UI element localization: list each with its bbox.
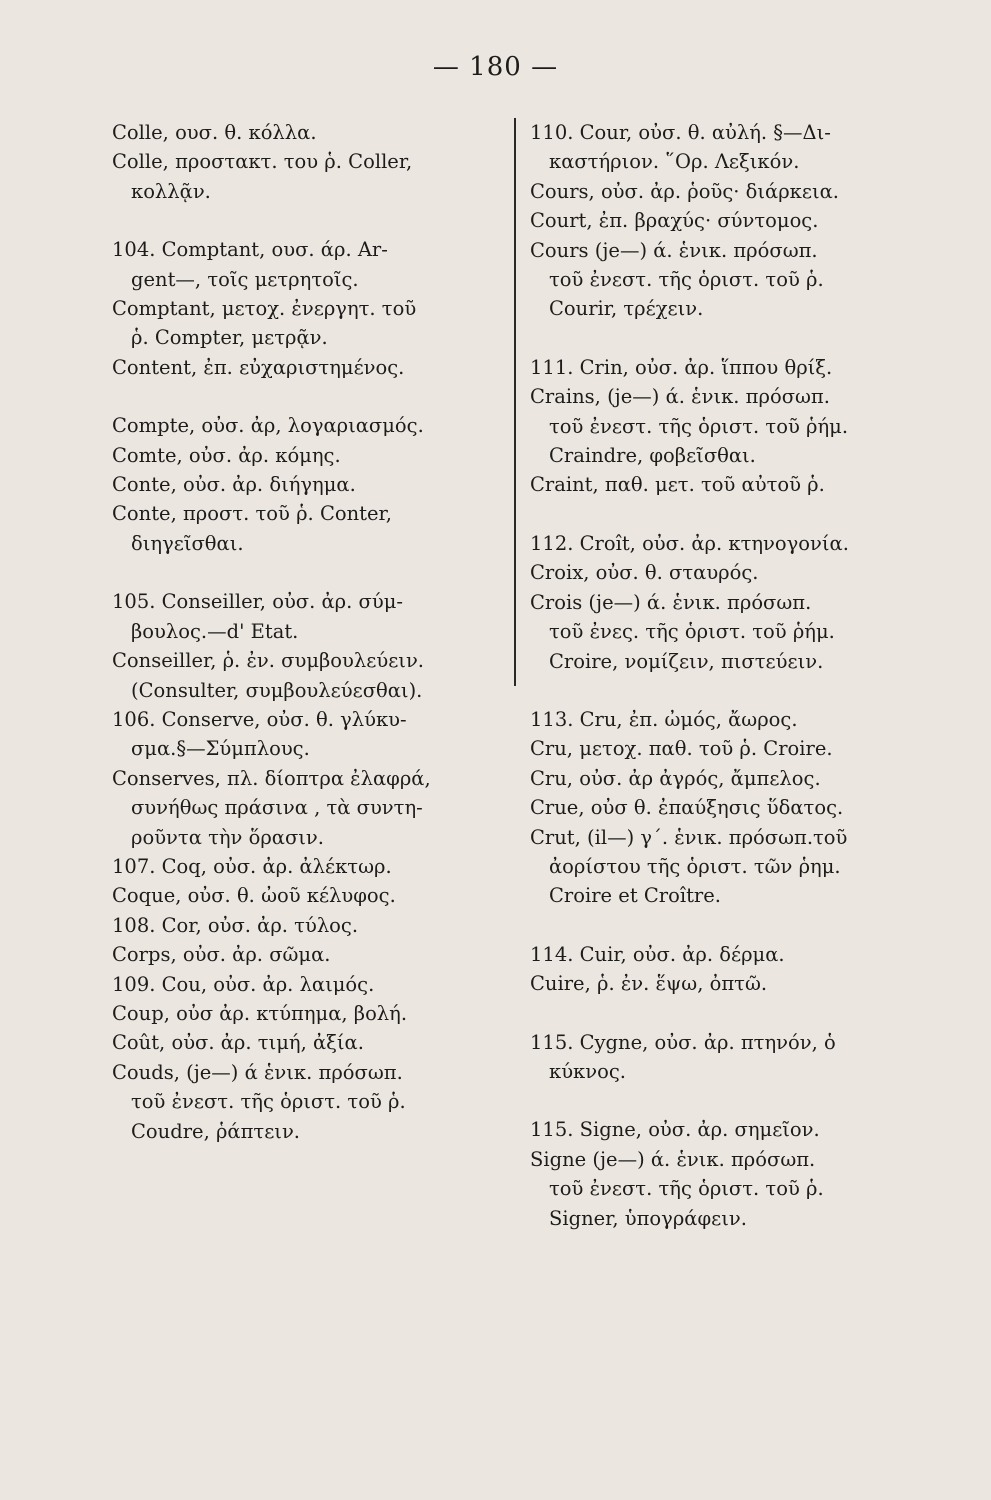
- entry-spacer: [530, 911, 945, 940]
- entry-line: Coup, οὐσ ἀρ. κτύπημα, βολή.: [112, 1001, 408, 1025]
- entry-line: Crois (je—) ά. ἑνικ. πρόσωπ.: [530, 590, 812, 614]
- entry-line: Crut, (il—) γ΄. ἑνικ. πρόσωπ.τοῦ: [530, 825, 848, 849]
- dictionary-entry: [530, 382, 945, 470]
- entry-line: 105. Conseiller, οὐσ. ἀρ. σύμ-: [112, 590, 403, 614]
- dictionary-entry: [530, 940, 945, 969]
- entry-line: Courir, τρέχειν.: [549, 297, 704, 321]
- entry-line: gent—, τοῖς μετρητοῖς.: [131, 267, 359, 291]
- dictionary-entry: [530, 206, 945, 235]
- entry-line: Colle, ουσ. θ. κόλλα.: [112, 121, 317, 144]
- dictionary-entry: [112, 411, 504, 440]
- entry-line: ἀορίστου τῆς ὁριστ. τῶν ῥημ.: [549, 854, 841, 878]
- entry-line: Conte, προστ. τοῦ ῥ. Conter,: [112, 502, 392, 526]
- dictionary-entry: [112, 1058, 504, 1146]
- entry-line: καστήριον. ῞Ορ. Λεξικόν.: [549, 150, 800, 174]
- dictionary-entry: [112, 705, 504, 764]
- entry-line: Conseiller, ῥ. ἐν. συμβουλεύειν.: [112, 649, 424, 673]
- entry-spacer: [530, 1086, 945, 1115]
- entry-line: 111. Crin, οὐσ. ἀρ. ἵππου θρίξ.: [530, 355, 833, 379]
- entry-spacer: [530, 500, 945, 529]
- entry-line: ῥ. Compter, μετρᾷν.: [131, 326, 328, 350]
- entry-line: Croire, νομίζειν, πιστεύειν.: [549, 649, 824, 673]
- dictionary-entry: [112, 353, 504, 382]
- entry-line: κύκνος.: [549, 1059, 626, 1083]
- entry-line: Conserves, πλ. δίοπτρα ἐλαφρά,: [112, 766, 431, 790]
- entry-line: Couds, (je—) ά ἑνικ. πρόσωπ.: [112, 1060, 403, 1084]
- entry-line: Croire et Croître.: [549, 884, 721, 908]
- dictionary-entry: [112, 470, 504, 499]
- entry-line: Signe (je—) ά. ἑνικ. πρόσωπ.: [530, 1147, 816, 1171]
- dictionary-entry: [530, 236, 945, 324]
- entry-line: τοῦ ἐνες. τῆς ὁριστ. τοῦ ῥήμ.: [549, 620, 835, 644]
- dictionary-entry: [112, 499, 504, 558]
- dictionary-entry: [530, 705, 945, 734]
- entry-line: τοῦ ἐνεστ. τῆς ὁριστ. τοῦ ῥ.: [549, 268, 824, 292]
- entry-line: 110. Cour, οὐσ. θ. αὐλή. §—Δι-: [530, 121, 831, 144]
- dictionary-entry: [530, 470, 945, 499]
- dictionary-entry: [112, 294, 504, 353]
- dictionary-entry: [530, 734, 945, 763]
- dictionary-entry: [112, 852, 504, 881]
- entry-line: Colle, προστακτ. του ῥ. Coller,: [112, 150, 413, 174]
- column-divider: [514, 118, 516, 686]
- dictionary-entry: [530, 118, 945, 177]
- dictionary-entry: [112, 881, 504, 910]
- dictionary-entry: [112, 147, 504, 206]
- entry-line: τοῦ ἐνεστ. τῆς ὁριστ. τοῦ ῥ.: [549, 1177, 824, 1201]
- entry-line: τοῦ ἐνεστ. τῆς ὁριστ. τοῦ ῥ.: [131, 1090, 406, 1114]
- dictionary-column-left: [112, 118, 504, 1146]
- dictionary-entry: [112, 970, 504, 999]
- entry-line: Coque, οὐσ. θ. ὠοῦ κέλυφος.: [112, 884, 396, 908]
- entry-line: Crue, οὐσ θ. ἐπαύξησις ὕδατος.: [530, 796, 844, 820]
- entry-line: 114. Cuir, οὐσ. ἀρ. δέρμα.: [530, 942, 785, 966]
- entry-line: 113. Cru, ἐπ. ὠμός, ἄωρος.: [530, 707, 798, 731]
- entry-line: Cuire, ῥ. ἐν. ἕψω, ὀπτῶ.: [530, 972, 768, 996]
- dictionary-entry: [112, 911, 504, 940]
- dictionary-entry: [112, 764, 504, 852]
- dictionary-entry: [112, 587, 504, 646]
- dictionary-entry: [112, 118, 504, 147]
- entry-spacer: [112, 382, 504, 411]
- dictionary-entry: [530, 529, 945, 558]
- dictionary-entry: [530, 764, 945, 793]
- entry-line: σμα.§—Σύμπλους.: [131, 737, 310, 761]
- entry-line: 104. Comptant, ουσ. άρ. Ar-: [112, 238, 388, 262]
- entry-line: Cours, οὐσ. ἀρ. ῥοῦς· διάρκεια.: [530, 179, 839, 203]
- entry-line: Craint, παθ. μετ. τοῦ αὐτοῦ ῥ.: [530, 473, 825, 497]
- entry-line: Crains, (je—) ά. ἑνικ. πρόσωπ.: [530, 385, 830, 409]
- entry-line: Coût, οὐσ. ἀρ. τιμή, ἀξία.: [112, 1031, 364, 1055]
- entry-line: (Consulter, συμβουλεύεσθαι).: [131, 678, 423, 702]
- dictionary-entry: [530, 177, 945, 206]
- dictionary-entry: [112, 235, 504, 294]
- entry-line: 106. Conserve, οὐσ. θ. γλύκυ-: [112, 707, 407, 731]
- dictionary-column-right: [530, 118, 945, 1233]
- dictionary-entry: [530, 793, 945, 822]
- entry-line: 108. Cor, οὐσ. ἀρ. τύλος.: [112, 913, 359, 937]
- dictionary-entry: [530, 1028, 945, 1087]
- entry-line: Coudre, ῥάπτειν.: [131, 1119, 300, 1143]
- dictionary-entry: [530, 558, 945, 587]
- entry-spacer: [112, 206, 504, 235]
- entry-line: Cours (je—) ά. ἑνικ. πρόσωπ.: [530, 238, 818, 262]
- entry-line: 115. Signe, οὐσ. ἀρ. σημεῖον.: [530, 1118, 820, 1142]
- dictionary-entry: [530, 353, 945, 382]
- dictionary-entry: [530, 823, 945, 911]
- entry-spacer: [112, 558, 504, 587]
- entry-spacer: [530, 676, 945, 705]
- entry-line: Cru, οὐσ. ἀρ ἀγρός, ἄμπελος.: [530, 766, 821, 790]
- entry-line: Corps, οὐσ. ἀρ. σῶμα.: [112, 943, 331, 967]
- entry-line: Comptant, μετοχ. ἐνεργητ. τοῦ: [112, 297, 417, 321]
- dictionary-entry: [112, 940, 504, 969]
- entry-line: 112. Croît, οὐσ. ἀρ. κτηνογονία.: [530, 531, 849, 555]
- entry-line: τοῦ ἐνεστ. τῆς ὁριστ. τοῦ ῥήμ.: [549, 414, 849, 438]
- entry-line: Signer, ὑπογράφειν.: [549, 1206, 747, 1230]
- dictionary-entry: [112, 1028, 504, 1057]
- entry-line: Cru, μετοχ. παθ. τοῦ ῥ. Croire.: [530, 737, 833, 761]
- page-number: — 180 —: [432, 52, 559, 82]
- entry-line: Croix, οὐσ. θ. σταυρός.: [530, 561, 759, 585]
- entry-spacer: [530, 324, 945, 353]
- entry-line: Craindre, φοβεῖσθαι.: [549, 444, 756, 468]
- entry-line: κολλᾷν.: [131, 179, 211, 203]
- dictionary-entry: [530, 969, 945, 998]
- entry-line: Comte, οὐσ. ἀρ. κόμης.: [112, 443, 341, 467]
- entry-line: βουλος.—d' Etat.: [131, 619, 299, 643]
- dictionary-entry: [530, 588, 945, 676]
- entry-line: Content, ἐπ. εὐχαριστημένος.: [112, 355, 405, 379]
- entry-line: Compte, οὐσ. ἀρ, λογαριασμός.: [112, 414, 424, 438]
- entry-line: Court, ἐπ. βραχύς· σύντομος.: [530, 209, 819, 233]
- entry-line: συνήθως πράσινα , τὰ συντη-: [131, 796, 423, 820]
- entry-line: ροῦντα τὴν ὅρασιν.: [131, 825, 324, 849]
- dictionary-entry: [112, 999, 504, 1028]
- dictionary-entry: [530, 1145, 945, 1233]
- dictionary-entry: [112, 646, 504, 705]
- entry-line: 115. Cygne, οὐσ. ἀρ. πτηνόν, ὁ: [530, 1030, 836, 1054]
- entry-spacer: [530, 999, 945, 1028]
- dictionary-entry: [112, 441, 504, 470]
- entry-line: 109. Cou, οὐσ. ἀρ. λαιμός.: [112, 972, 375, 996]
- dictionary-entry: [530, 1115, 945, 1144]
- entry-line: διηγεῖσθαι.: [131, 531, 244, 555]
- entry-line: Conte, οὐσ. ἀρ. διήγημα.: [112, 473, 356, 497]
- entry-line: 107. Coq, οὐσ. ἀρ. ἀλέκτωρ.: [112, 854, 392, 878]
